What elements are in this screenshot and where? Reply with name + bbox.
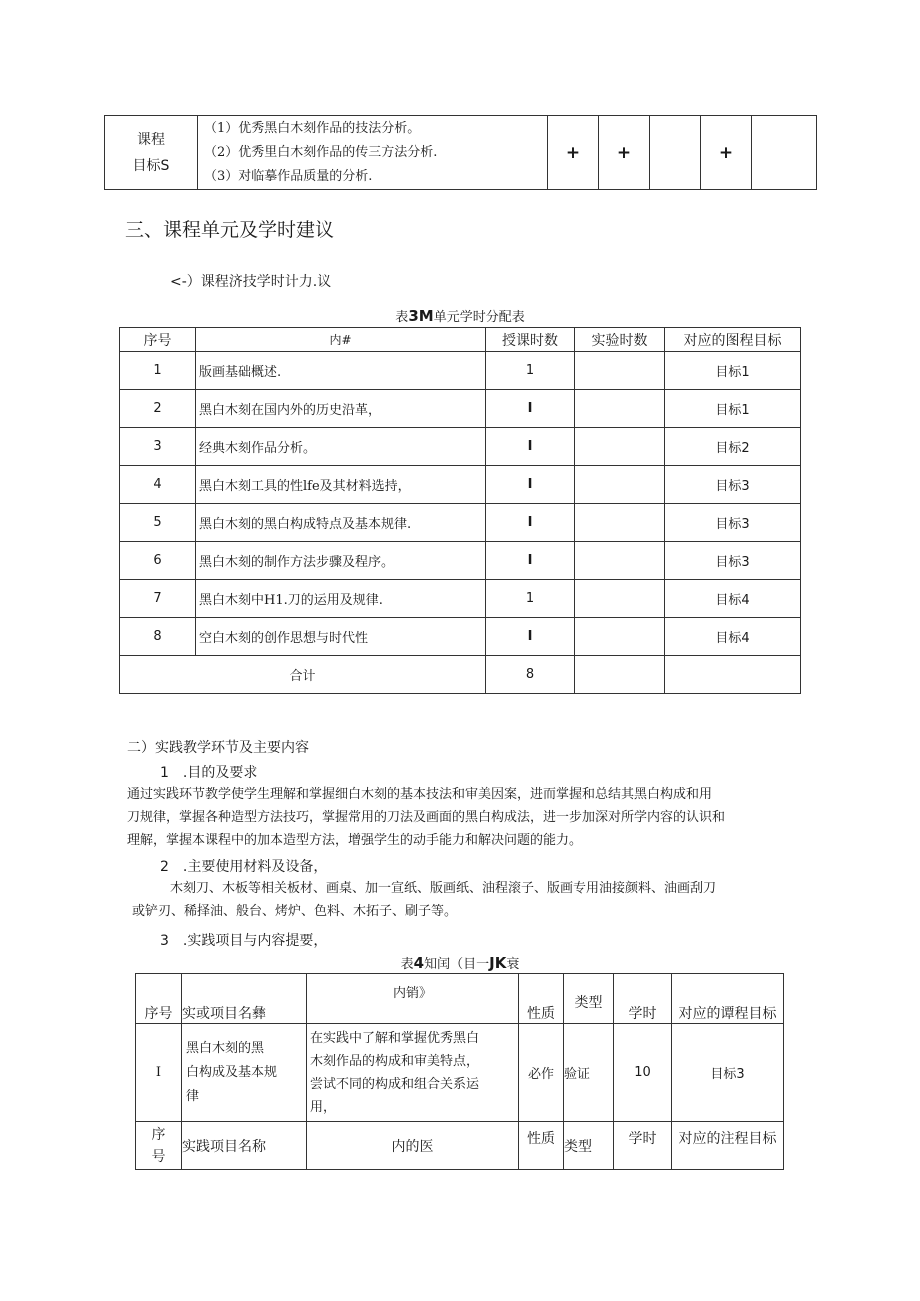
cell-line: 律 [186, 1088, 200, 1104]
paragraph-line: 通过实践环节教学使学生理解和掌握细白木刻的基本技法和审美因案，进而掌握和总结其黑白构成和用 [127, 787, 713, 802]
header2-type: 类型 [564, 1122, 614, 1170]
header-lab-hours: 实验时数 [575, 328, 665, 352]
header2-no [136, 1122, 182, 1170]
row-lab-hours [575, 618, 665, 656]
row-project-name [182, 1024, 307, 1122]
row-lecture-hours: I [486, 504, 575, 542]
table-header-row-2 [136, 1122, 784, 1170]
support-mark [650, 116, 701, 190]
row-lecture-hours: I [486, 466, 575, 504]
row-lab-hours [575, 428, 665, 466]
table-row [120, 352, 801, 390]
paragraph-line: 或铲刃、稀择油、般台、烤炉、色料、木拓子、刷子等。 [132, 904, 458, 919]
item-2-title: 2 .主要使用材料及设备， [160, 859, 328, 875]
table-row [120, 542, 801, 580]
row-lab-hours [575, 580, 665, 618]
row-target: 目标4 [665, 580, 801, 618]
row-lecture-hours: I [486, 390, 575, 428]
row-lecture-hours: 1 [486, 352, 575, 390]
course-target-label-line1: 课程 [137, 131, 165, 148]
row-no: 2 [120, 390, 196, 428]
row-lecture-hours: I [486, 618, 575, 656]
support-mark: + [701, 116, 752, 190]
row-lab-hours [575, 390, 665, 428]
header-no: 序号 [136, 974, 182, 1024]
header2-no-line1: 序 [151, 1126, 166, 1143]
caption-prefix: 表 [395, 310, 409, 325]
caption-bold: 3M [408, 307, 434, 325]
header-content: 内# [196, 328, 486, 352]
table-row [120, 618, 801, 656]
row-lecture-hours: I [486, 428, 575, 466]
total-row [120, 656, 801, 694]
row-lab-hours [575, 542, 665, 580]
item-1-body [127, 783, 827, 852]
paragraph-line: 木刻刀、木板等相关板材、画桌、加一宣纸、版画纸、油程滚子、版画专用油接颜料、油画刮刀 [170, 881, 717, 896]
row-target: 目标2 [665, 428, 801, 466]
row-target: 目标3 [665, 504, 801, 542]
course-target-item: （1）优秀黑白木刻作品的技法分析。 [204, 120, 421, 136]
course-target-label-line2: 目标S [132, 157, 170, 174]
header-nature: 性质 [519, 974, 564, 1024]
header-no: 序号 [120, 328, 196, 352]
row-content: 黑白木刻工具的性lfe及其材料选持， [196, 466, 486, 504]
header-target: 对应的图程目标 [665, 328, 801, 352]
course-target-label [105, 116, 198, 190]
row-type: 验证 [564, 1024, 614, 1122]
row-content: 黑白木刻的黑白构成特点及基本规律. [196, 504, 486, 542]
caption-suffix: 衰 [506, 957, 520, 972]
row-lecture-hours: I [486, 542, 575, 580]
caption-middle: 知闰（目一 [424, 957, 490, 972]
table-row [120, 504, 801, 542]
row-no: 8 [120, 618, 196, 656]
table-header-row [120, 328, 801, 352]
row-no: 7 [120, 580, 196, 618]
cell-line: 用， [310, 1099, 337, 1115]
row-no: 5 [120, 504, 196, 542]
row-lab-hours [575, 352, 665, 390]
row-content: 黑白木刻的制作方法步骤及程序。 [196, 542, 486, 580]
row-lecture-hours: 1 [486, 580, 575, 618]
course-target-item: （3）对临摹作品质量的分析. [204, 168, 373, 184]
row-no: 6 [120, 542, 196, 580]
item-2-body [132, 877, 832, 923]
row-no: 1 [120, 352, 196, 390]
table-4-caption [0, 953, 920, 972]
practice-project-table [135, 973, 784, 1170]
caption-bold-2: JK [489, 954, 507, 972]
subsection-2-title: 二）实践教学环节及主要内容 [127, 740, 309, 756]
table-row [120, 580, 801, 618]
paragraph-line: 理解，掌握本课程中的加本造型方法，增强学生的动手能力和解决问题的能力。 [127, 833, 583, 848]
header-lecture-hours: 授课时数 [486, 328, 575, 352]
row-lab-hours [575, 466, 665, 504]
cell-line: 在实践中了解和掌握优秀黑白 [310, 1030, 480, 1046]
row-target: 目标4 [665, 618, 801, 656]
cell-line: 白构成及基本规 [186, 1064, 278, 1080]
table-3-caption [0, 306, 920, 325]
paragraph-line: 刀规律，掌握各种造型方法技巧，掌握常用的刀法及画面的黑白构成法，进一步加深对所学内容的认识和 [127, 810, 726, 825]
row-no: 4 [120, 466, 196, 504]
table-row [120, 428, 801, 466]
subsection-1-title: <-）课程济技学时计力.议 [170, 274, 332, 290]
row-content: 版画基础概述. [196, 352, 486, 390]
unit-hours-table [119, 327, 801, 694]
header-content: 内销》 [307, 974, 519, 1024]
header2-hours: 学时 [614, 1122, 672, 1170]
table-row [136, 1024, 784, 1122]
table-row [120, 466, 801, 504]
header-target: 对应的谭程目标 [672, 974, 784, 1024]
table-header-row [136, 974, 784, 1024]
course-target-item: （2）优秀里白木刻作品的传三方法分析. [204, 144, 438, 160]
item-1-title: 1 .目的及要求 [160, 765, 258, 781]
row-content: 经典木刻作品分析。 [196, 428, 486, 466]
course-target-table [104, 115, 817, 190]
item-3-title: 3 .实践项目与内容提要， [160, 933, 328, 949]
header2-project-name: 实践项目名称 [182, 1122, 307, 1170]
table-row [120, 390, 801, 428]
cell-line: 木刻作品的构成和审美特点， [310, 1053, 480, 1069]
row-target: 目标1 [665, 352, 801, 390]
total-lab [575, 656, 665, 694]
row-target: 目标3 [665, 542, 801, 580]
row-content: 黑白木刻在国内外的历史沿革， [196, 390, 486, 428]
row-hours: 10 [614, 1024, 672, 1122]
row-target: 目标3 [672, 1024, 784, 1122]
cell-line: 尝试不同的构成和组合关系运 [310, 1076, 480, 1092]
header2-nature: 性质 [519, 1122, 564, 1170]
cell-line: 黑白木刻的黑 [186, 1040, 265, 1056]
total-label: 合计 [120, 656, 486, 694]
caption-bold: 4 [413, 954, 425, 972]
support-mark: + [548, 116, 599, 190]
header2-content: 内的医 [307, 1122, 519, 1170]
header2-no-line2: 号 [151, 1148, 166, 1165]
row-content: 空白木刻的创作思想与时代性 [196, 618, 486, 656]
row-no: I [136, 1024, 182, 1122]
course-target-items [198, 116, 548, 190]
row-target: 目标1 [665, 390, 801, 428]
header-hours: 学时 [614, 974, 672, 1024]
header-type: 类型 [564, 974, 614, 1024]
total-hours: 8 [486, 656, 575, 694]
support-mark [752, 116, 817, 190]
row-target: 目标3 [665, 466, 801, 504]
row-content [307, 1024, 519, 1122]
section-3-title: 三、课程单元及学时建议 [125, 219, 335, 241]
row-lab-hours [575, 504, 665, 542]
row-no: 3 [120, 428, 196, 466]
row-content: 黑白木刻中H1.刀的运用及规律. [196, 580, 486, 618]
total-target [665, 656, 801, 694]
header-project-name: 实或项目名彝 [182, 974, 307, 1024]
caption-suffix: 单元学时分配表 [433, 310, 525, 325]
header2-target: 对应的注程目标 [672, 1122, 784, 1170]
caption-prefix: 表 [400, 957, 414, 972]
support-mark: + [599, 116, 650, 190]
row-nature: 必作 [519, 1024, 564, 1122]
